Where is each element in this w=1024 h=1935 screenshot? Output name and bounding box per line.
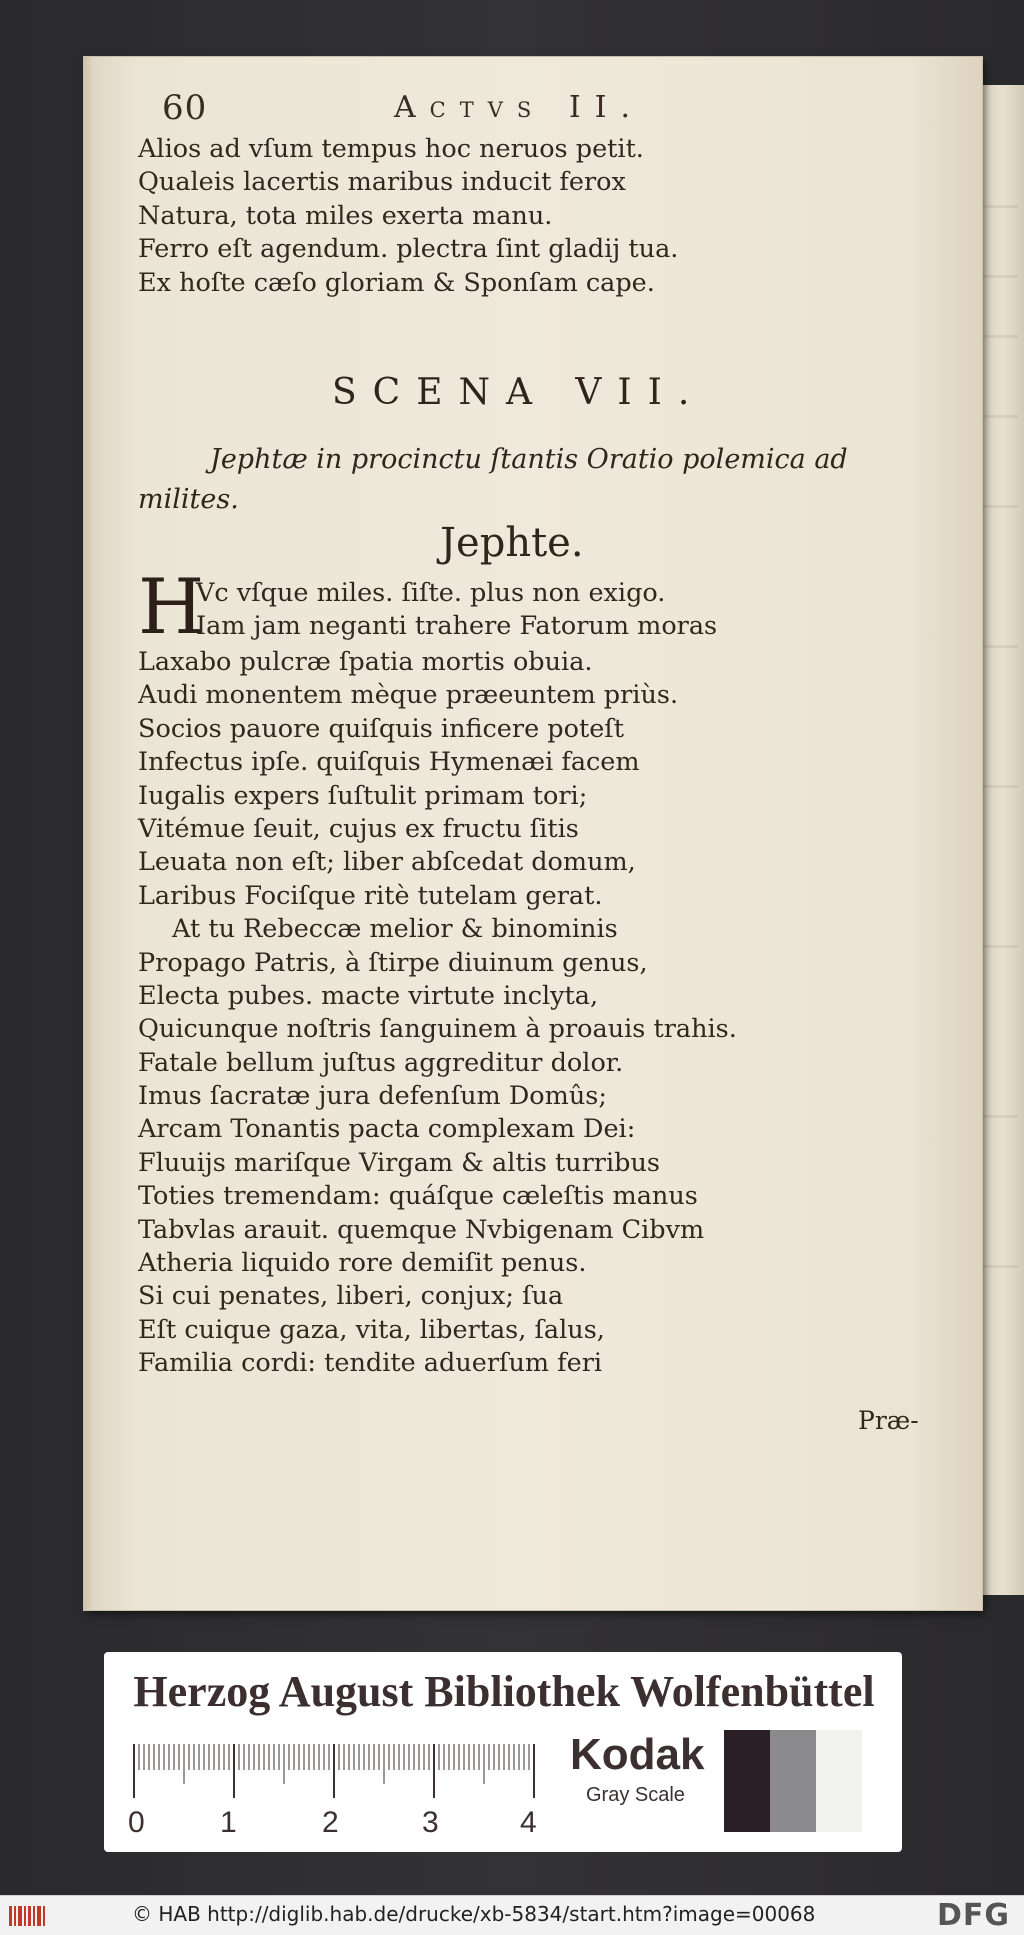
page-number: 60 <box>162 88 208 128</box>
ruler-number: 4 <box>520 1806 537 1839</box>
verse-line: Iam jam neganti trahere Fatorum moras <box>196 611 718 642</box>
opening-lines <box>196 577 717 644</box>
ruler-number: 2 <box>322 1806 339 1839</box>
verse-line: Socios pauore quiſquis inficere poteſt <box>138 713 624 744</box>
ruler-number: 3 <box>422 1806 439 1839</box>
color-target-card <box>104 1652 902 1852</box>
ruler-number: 0 <box>128 1806 145 1839</box>
scene-argument <box>138 440 958 520</box>
verse-line: Fatale bellum juſtus aggreditur dolor. <box>138 1047 624 1078</box>
catchword: Præ- <box>858 1406 919 1435</box>
gray-patch-dark <box>724 1730 770 1832</box>
verse-line: Imus ſacratæ jura defenſum Domûs; <box>138 1081 607 1112</box>
ruler-scale <box>128 1740 548 1840</box>
verse-line: Laxabo pulcræ ſpatia mortis obuia. <box>138 647 593 677</box>
verse-line: Qualeis lacertis maribus inducit ferox <box>138 167 626 198</box>
dfg-logo: DFG <box>936 1898 1010 1933</box>
verse-line: Ex hoſte cæſo gloriam & Sponſam cape. <box>138 267 655 298</box>
verse-line: Vc vſque miles. ſiſte. plus non exigo. <box>196 578 666 608</box>
verse-line: Laribus Fociſque ritè tutelam gerat. <box>138 880 603 911</box>
verse-line: Si cui penates, liberi, conjux; ſua <box>138 1281 564 1312</box>
verse-line: Arcam Tonantis pacta complexam Dei: <box>138 1114 636 1145</box>
scene-title: SCENA VII. <box>332 372 706 413</box>
footer-bar <box>0 1895 1024 1935</box>
verse-line: At tu Rebeccæ melior & binominis <box>172 914 618 945</box>
verse-line: Iugalis expers ſuſtulit primam tori; <box>138 780 588 811</box>
verse-line: Familia cordi: tendite aduerſum feri <box>138 1348 603 1379</box>
ruler-number: 1 <box>220 1806 237 1839</box>
verse-line: Electa pubes. macte virtute inclyta, <box>138 980 599 1011</box>
top-verses <box>138 133 678 300</box>
verse-line: Toties tremendam: quáſque cæleſtis manus <box>138 1181 698 1212</box>
verse-line: Leuata non eſt; liber abſcedat domum, <box>138 847 636 878</box>
gray-scale-label: Gray Scale <box>586 1784 685 1806</box>
verse-line: Alios ad vſum tempus hoc neruos petit. <box>138 134 644 164</box>
argument-line: milites. <box>138 484 239 515</box>
verse-line: Infectus ipſe. quiſquis Hymenæi facem <box>138 747 640 778</box>
running-head <box>162 88 762 134</box>
gray-patch-mid <box>770 1730 816 1832</box>
ruler-ticks <box>134 1744 534 1798</box>
verse-line: Tabvlas arauit. quemque Nvbigenam Cibvm <box>138 1214 705 1245</box>
verse-line: Natura, tota miles exerta manu. <box>138 200 553 231</box>
verse-line: Audi monentem mèque præeuntem priùs. <box>138 680 679 711</box>
source-url: © HAB http://diglib.hab.de/drucke/xb-5834/start.htm?image=00068 <box>132 1902 816 1926</box>
drop-cap: H <box>138 562 205 651</box>
speaker-name: Jephte. <box>440 520 584 566</box>
page-gutter-shadow <box>84 57 94 1610</box>
verse-line: Atheria liquido rore demiſit penus. <box>138 1248 587 1279</box>
library-name: Herzog August Bibliothek Wolfenbüttel <box>133 1667 875 1716</box>
verse-line: Quicunque noſtris ſanguinem à proauis trahis. <box>138 1014 737 1045</box>
verse-line: Eſt cuique gaza, vita, libertas, ſalus, <box>138 1314 605 1345</box>
verse-line: Ferro eſt agendum. plectra ſint gladij tua. <box>138 234 679 265</box>
kodak-logo: Kodak <box>570 1730 705 1779</box>
gray-patch-light <box>816 1730 862 1832</box>
barcode-icon <box>8 1904 48 1928</box>
argument-line: Jephtæ in procinctu ſtantis Oratio polemica ad <box>210 444 848 475</box>
act-title: Actvs II. <box>394 90 645 125</box>
verse-line: Vitémue ſeuit, cujus ex fructu ſitis <box>138 813 579 844</box>
verse-line: Fluuijs mariſque Virgam & altis turribus <box>138 1147 660 1178</box>
verse-line: Propago Patris, à ſtirpe diuinum genus, <box>138 947 648 978</box>
speech-verses <box>138 646 737 1381</box>
